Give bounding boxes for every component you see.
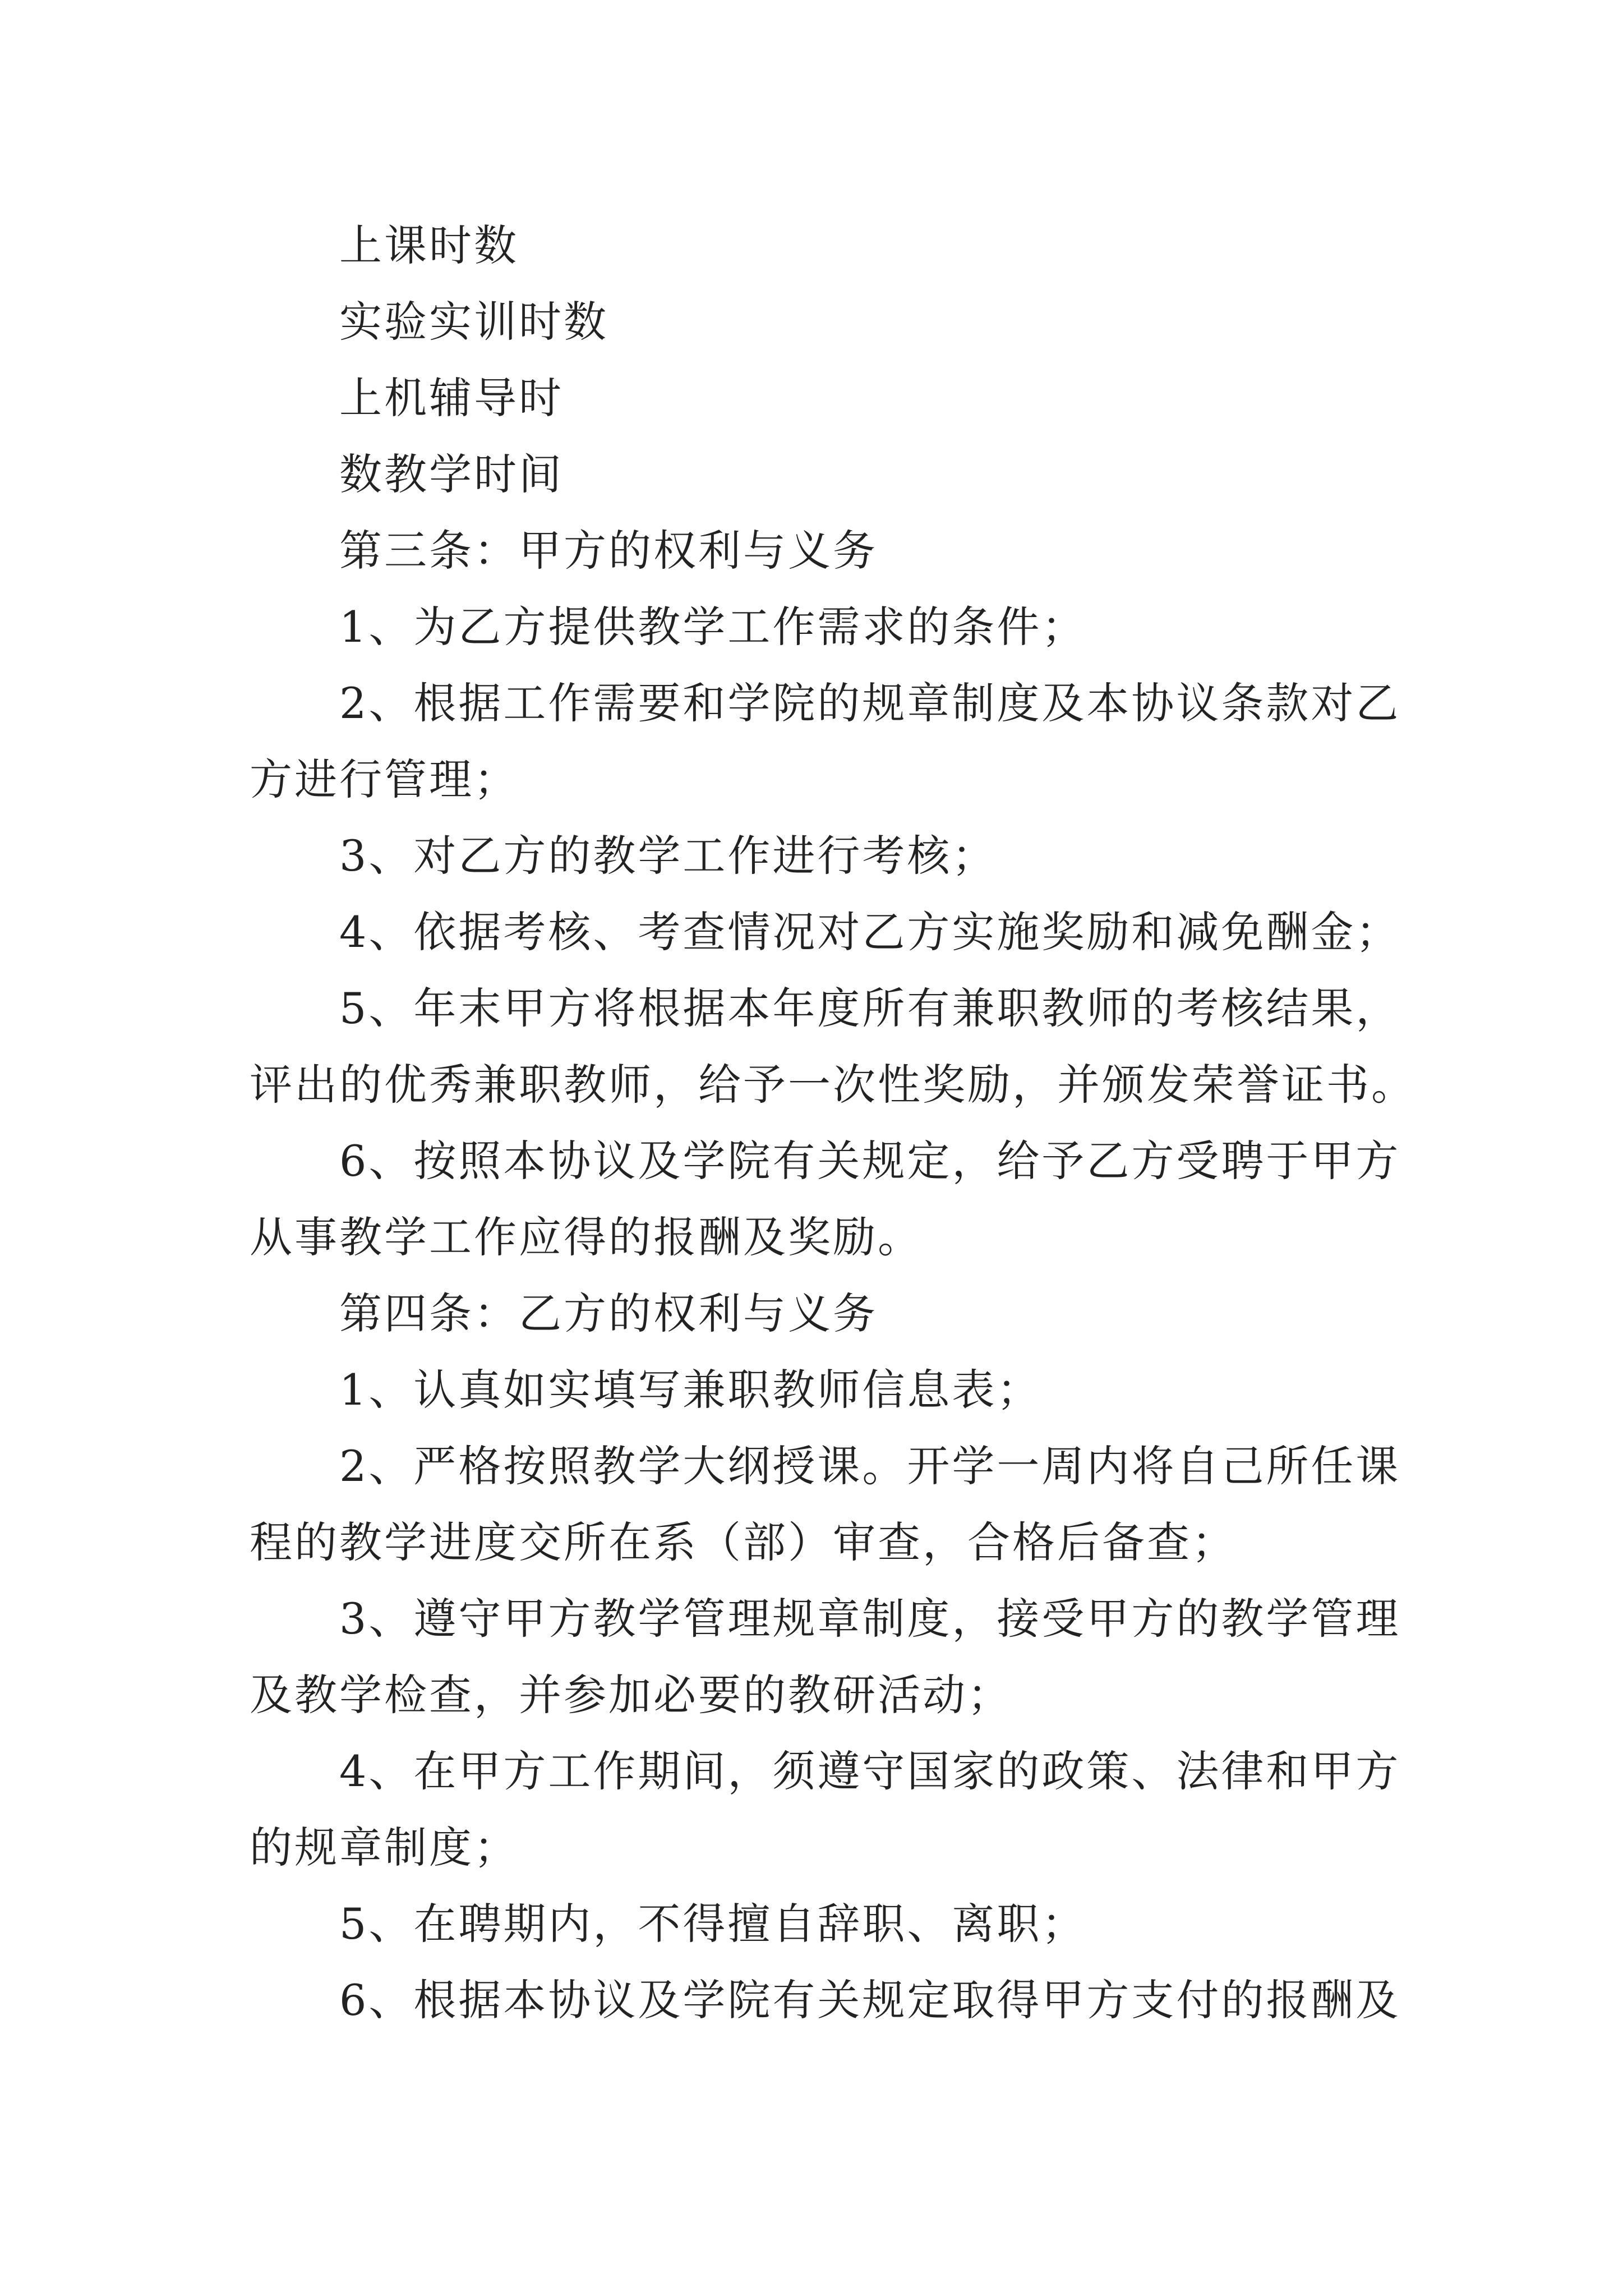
paragraph-line: 1、为乙方提供教学工作需求的条件； bbox=[339, 602, 1087, 652]
paragraph-line: 从事教学工作应得的报酬及奖励。 bbox=[250, 1212, 923, 1262]
paragraph-line: 1、认真如实填写兼职教师信息表； bbox=[339, 1365, 1042, 1415]
paragraph-line: 方进行管理； bbox=[250, 754, 519, 804]
paragraph-line: 4、依据考核、考查情况对乙方实施奖励和减免酬金； bbox=[339, 907, 1401, 957]
section-heading: 第四条：乙方的权利与义务 bbox=[339, 1289, 878, 1338]
paragraph-line: 2、根据工作需要和学院的规章制度及本协议条款对乙 bbox=[339, 678, 1401, 728]
paragraph-line: 及教学检查，并参加必要的教研活动； bbox=[250, 1670, 1012, 1720]
paragraph-line: 5、在聘期内，不得擅自辞职、离职； bbox=[339, 1899, 1087, 1949]
paragraph-line: 2、严格按照教学大纲授课。开学一周内将自己所任课 bbox=[339, 1441, 1401, 1491]
paragraph-line: 数教学时间 bbox=[339, 449, 564, 499]
paragraph-line: 4、在甲方工作期间，须遵守国家的政策、法律和甲方 bbox=[339, 1746, 1401, 1796]
paragraph-line: 评出的优秀兼职教师，给予一次性奖励，并颁发荣誉证书。 bbox=[250, 1060, 1416, 1110]
paragraph-line: 上机辅导时 bbox=[339, 373, 564, 423]
document-body bbox=[250, 208, 1416, 2039]
paragraph-line: 上课时数 bbox=[339, 220, 519, 270]
paragraph-line: 6、按照本协议及学院有关规定，给予乙方受聘于甲方 bbox=[339, 1136, 1401, 1186]
paragraph-line: 的规章制度； bbox=[250, 1823, 519, 1872]
paragraph-line: 3、对乙方的教学工作进行考核； bbox=[339, 831, 997, 881]
section-heading: 第三条：甲方的权利与义务 bbox=[339, 526, 878, 576]
paragraph-line: 3、遵守甲方教学管理规章制度，接受甲方的教学管理 bbox=[339, 1594, 1401, 1644]
paragraph-line: 5、年末甲方将根据本年度所有兼职教师的考核结果， bbox=[339, 983, 1401, 1033]
paragraph-line: 6、根据本协议及学院有关规定取得甲方支付的报酬及 bbox=[339, 1975, 1401, 2025]
paragraph-line: 程的教学进度交所在系（部）审查，合格后备查； bbox=[250, 1517, 1237, 1567]
paragraph-line: 实验实训时数 bbox=[339, 297, 608, 347]
